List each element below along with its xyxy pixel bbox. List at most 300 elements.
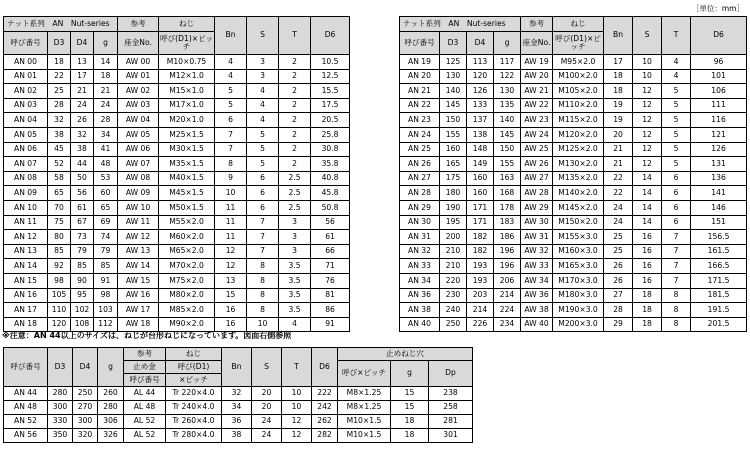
table-cell: M55×2.0: [159, 215, 215, 230]
table-cell: 178: [494, 200, 521, 215]
table-cell: 92: [48, 259, 71, 274]
table-cell: 350: [48, 429, 73, 443]
table-cell: M20×1.0: [159, 113, 215, 128]
table-row: [4, 273, 350, 288]
table-cell: 196: [494, 244, 521, 259]
table-cell: 3.5: [279, 259, 311, 274]
table-cell: 73: [71, 230, 94, 245]
table-cell: 113: [467, 55, 494, 70]
table-cell: 220: [440, 273, 467, 288]
table-row: [4, 288, 350, 303]
table-cell: AW 30: [521, 215, 553, 230]
col-header: D4: [73, 348, 98, 387]
table-cell: 6: [215, 113, 247, 128]
table-cell: AN 09: [4, 186, 48, 201]
table-cell: AN 44: [4, 387, 48, 401]
table-cell: AN 52: [4, 415, 48, 429]
table-cell: 8: [247, 259, 279, 274]
table-cell: 105: [48, 288, 71, 303]
table-cell: 12: [633, 142, 662, 157]
table-cell: 171: [467, 215, 494, 230]
table-cell: 2: [279, 127, 311, 142]
table-row: [400, 244, 747, 259]
table-cell: AN 26: [400, 157, 440, 172]
table-cell: 141: [691, 186, 747, 201]
table-cell: 3.5: [279, 273, 311, 288]
table-cell: 14: [633, 200, 662, 215]
table-cell: AN 31: [400, 230, 440, 245]
table-cell: AW 11: [118, 215, 159, 230]
table-cell: M8×1.25: [338, 387, 391, 401]
table-cell: 10: [633, 55, 662, 70]
table-cell: AW 04: [118, 113, 159, 128]
series-header: ナット系列 AN Nut-series: [4, 17, 118, 32]
table-cell: 22: [604, 171, 633, 186]
table-cell: 101: [691, 69, 747, 84]
table-cell: 14: [633, 171, 662, 186]
table-cell: 4: [215, 55, 247, 70]
table-cell: Tr 240×4.0: [166, 401, 222, 415]
table-cell: AN 04: [4, 113, 48, 128]
table-cell: AW 00: [118, 55, 159, 70]
ref-header: 参考: [118, 17, 159, 32]
table-cell: 16: [633, 259, 662, 274]
table-cell: AW 40: [521, 317, 553, 332]
table-cell: 6: [662, 200, 691, 215]
table-cell: 320: [73, 429, 98, 443]
table-cell: M130×2.0: [553, 157, 604, 172]
col-header: D4: [467, 32, 494, 55]
table-cell: 234: [494, 317, 521, 332]
table-cell: AN 07: [4, 157, 48, 172]
table-row: [400, 200, 747, 215]
table-cell: 2: [279, 69, 311, 84]
table-cell: AW 15: [118, 273, 159, 288]
table-cell: 301: [429, 429, 473, 443]
table-cell: 160: [467, 171, 494, 186]
table-cell: AL 52: [124, 415, 166, 429]
table-cell: 32: [222, 387, 252, 401]
table-row: [4, 84, 350, 99]
table-cell: 5: [662, 98, 691, 113]
table-cell: 19: [604, 113, 633, 128]
table-cell: M200×3.0: [553, 317, 604, 332]
table-cell: 7: [247, 230, 279, 245]
thread-header: ねじ: [553, 17, 604, 32]
table-cell: 34: [222, 401, 252, 415]
table-cell: 155: [494, 157, 521, 172]
table-cell: 19: [604, 98, 633, 113]
table-cell: 240: [440, 303, 467, 318]
table-cell: 270: [73, 401, 98, 415]
table-cell: 165: [440, 157, 467, 172]
table-cell: 193: [467, 273, 494, 288]
table-cell: 11: [215, 215, 247, 230]
table-cell: M35×1.5: [159, 157, 215, 172]
table-cell: M190×3.0: [553, 303, 604, 318]
table-cell: 161.5: [691, 244, 747, 259]
table-cell: 81: [311, 288, 350, 303]
table-cell: AW 26: [521, 157, 553, 172]
table-cell: 40.8: [311, 171, 350, 186]
table-row: [4, 142, 350, 157]
table-cell: 182: [467, 230, 494, 245]
table-cell: AW 38: [521, 303, 553, 318]
table-cell: 140: [494, 113, 521, 128]
table-cell: 45: [48, 142, 71, 157]
col-header: Bn: [604, 17, 633, 55]
table-cell: 145: [494, 127, 521, 142]
table-cell: AL 44: [124, 387, 166, 401]
table-cell: 10: [282, 387, 312, 401]
table-cell: 32: [48, 113, 71, 128]
table-cell: 203: [467, 288, 494, 303]
table-cell: 8: [247, 273, 279, 288]
table-cell: AN 38: [400, 303, 440, 318]
table-row: [4, 401, 473, 415]
table-cell: AN 03: [4, 98, 48, 113]
table-cell: 146: [691, 200, 747, 215]
col-header: g: [98, 348, 124, 387]
table-cell: 4: [215, 69, 247, 84]
table-cell: 18: [604, 84, 633, 99]
table-cell: M50×1.5: [159, 200, 215, 215]
table-cell: 4: [247, 113, 279, 128]
table-cell: 61: [71, 200, 94, 215]
table-cell: AN 18: [4, 317, 48, 332]
table-cell: 7: [215, 142, 247, 157]
table-cell: 52: [48, 157, 71, 172]
table-cell: M25×1.5: [159, 127, 215, 142]
col-header: D3: [440, 32, 467, 55]
table-cell: 4: [247, 84, 279, 99]
table-cell: M105×2.0: [553, 84, 604, 99]
table-cell: AN 05: [4, 127, 48, 142]
table-cell: 150: [494, 142, 521, 157]
table-cell: 148: [467, 142, 494, 157]
table-row: [400, 317, 747, 332]
table-cell: 28: [48, 98, 71, 113]
table-cell: 56: [311, 215, 350, 230]
table-cell: 131: [691, 157, 747, 172]
table-cell: M125×2.0: [553, 142, 604, 157]
table-row: [400, 186, 747, 201]
table-cell: 2: [279, 113, 311, 128]
table-cell: M17×1.0: [159, 98, 215, 113]
table-cell: 26: [71, 113, 94, 128]
table-cell: 14: [633, 186, 662, 201]
table-cell: AW 21: [521, 84, 553, 99]
table-cell: 15: [391, 387, 429, 401]
table-cell: AN 13: [4, 244, 48, 259]
table-cell: 6: [247, 186, 279, 201]
table-cell: AN 56: [4, 429, 48, 443]
col-header: D6: [691, 17, 747, 55]
table-cell: Tr 280×4.0: [166, 429, 222, 443]
thread-header: ねじ: [159, 17, 215, 32]
table-cell: 25.8: [311, 127, 350, 142]
table-cell: 38: [48, 127, 71, 142]
table-cell: M140×2.0: [553, 186, 604, 201]
table-cell: 8: [662, 317, 691, 332]
table-cell: AN 17: [4, 303, 48, 318]
table-cell: 16: [215, 303, 247, 318]
table-cell: M110×2.0: [553, 98, 604, 113]
table-cell: AN 33: [400, 259, 440, 274]
table-cell: AW 23: [521, 113, 553, 128]
table-cell: 79: [71, 244, 94, 259]
table-cell: 214: [467, 303, 494, 318]
table-cell: 79: [94, 244, 118, 259]
table-cell: 160: [440, 142, 467, 157]
table-row: [400, 259, 747, 274]
table-cell: 200: [440, 230, 467, 245]
table-cell: AW 27: [521, 171, 553, 186]
table-cell: 163: [494, 171, 521, 186]
table-cell: AN 25: [400, 142, 440, 157]
table-row: [4, 186, 350, 201]
table-cell: 171: [467, 200, 494, 215]
note-text: ※注意：AN 44以上のサイズは、ねじが台形ねじになっています。図面右側参照: [2, 331, 292, 340]
col-header: Dp: [429, 361, 473, 387]
table-cell: 12: [633, 98, 662, 113]
table-cell: 8: [662, 288, 691, 303]
table-cell: M70×2.0: [159, 259, 215, 274]
table-cell: AN 30: [400, 215, 440, 230]
table-cell: 168: [494, 186, 521, 201]
table-cell: M10×1.5: [338, 429, 391, 443]
table-cell: AW 32: [521, 244, 553, 259]
table-cell: AL 52: [124, 429, 166, 443]
table-cell: 2.5: [279, 186, 311, 201]
table-cell: 120: [467, 69, 494, 84]
table-row: [4, 157, 350, 172]
table-cell: M155×3.0: [553, 230, 604, 245]
table-cell: 48: [94, 157, 118, 172]
table-cell: 10: [215, 186, 247, 201]
table-cell: 262: [312, 415, 338, 429]
table-cell: 6: [247, 171, 279, 186]
table-cell: 136: [691, 171, 747, 186]
trapezoid-nut-table: [3, 347, 473, 443]
table-cell: M160×3.0: [553, 244, 604, 259]
table-cell: AW 28: [521, 186, 553, 201]
table-cell: 35.8: [311, 157, 350, 172]
table-cell: 32: [71, 127, 94, 142]
table-cell: 3: [279, 215, 311, 230]
table-cell: 7: [247, 244, 279, 259]
table-cell: 20: [252, 387, 282, 401]
table-cell: 20.5: [311, 113, 350, 128]
table-row: [4, 113, 350, 128]
table-cell: 65: [94, 200, 118, 215]
table-cell: 34: [94, 127, 118, 142]
table-cell: AN 24: [400, 127, 440, 142]
table-cell: 5: [662, 127, 691, 142]
col-header: 呼び×ピッチ: [338, 361, 391, 387]
table-cell: M170×3.0: [553, 273, 604, 288]
table-cell: 10: [633, 69, 662, 84]
table-cell: M150×2.0: [553, 215, 604, 230]
washer-no-header: 呼び番号: [124, 374, 166, 387]
table-cell: AN 01: [4, 69, 48, 84]
table-cell: 18: [48, 55, 71, 70]
table-cell: 260: [98, 387, 124, 401]
table-cell: 7: [662, 244, 691, 259]
table-cell: 258: [429, 401, 473, 415]
table-cell: 85: [71, 259, 94, 274]
table-cell: 12.5: [311, 69, 350, 84]
table-cell: M135×2.0: [553, 171, 604, 186]
table-row: [4, 244, 350, 259]
table-row: [4, 55, 350, 70]
table-row: [4, 127, 350, 142]
table-cell: 17: [71, 69, 94, 84]
col-header: 呼び(D1)×ピッチ: [553, 32, 604, 55]
table-cell: AW 34: [521, 273, 553, 288]
table-cell: 3: [279, 244, 311, 259]
table-cell: 282: [312, 429, 338, 443]
col-header: T: [662, 17, 691, 55]
table-cell: 12: [282, 429, 312, 443]
table-cell: 25: [604, 244, 633, 259]
table-cell: 151: [691, 215, 747, 230]
table-cell: 145: [440, 98, 467, 113]
table-cell: 2: [279, 98, 311, 113]
table-cell: 71: [311, 259, 350, 274]
thread-sub-header-2: ×ピッチ: [166, 374, 222, 387]
table-cell: 137: [467, 113, 494, 128]
table-cell: M12×1.0: [159, 69, 215, 84]
table-cell: 38: [222, 429, 252, 443]
table-cell: 2: [279, 55, 311, 70]
table-cell: 21: [604, 157, 633, 172]
table-cell: 16: [633, 230, 662, 245]
table-cell: 180: [440, 186, 467, 201]
table-cell: M10×0.75: [159, 55, 215, 70]
table-cell: 21: [71, 84, 94, 99]
table-cell: AN 14: [4, 259, 48, 274]
table-cell: M165×3.0: [553, 259, 604, 274]
table-cell: AW 33: [521, 259, 553, 274]
table-cell: AN 19: [400, 55, 440, 70]
table-cell: 17: [604, 55, 633, 70]
table-row: [400, 157, 747, 172]
table-cell: 85: [94, 259, 118, 274]
table-cell: 21: [94, 84, 118, 99]
table-cell: 106: [691, 84, 747, 99]
table-cell: 69: [94, 215, 118, 230]
table-cell: 10: [282, 401, 312, 415]
table-cell: 300: [73, 415, 98, 429]
table-cell: M180×3.0: [553, 288, 604, 303]
table-cell: 24: [604, 200, 633, 215]
table-cell: 224: [494, 303, 521, 318]
table-cell: AW 36: [521, 288, 553, 303]
table-cell: 8: [215, 157, 247, 172]
table-cell: AW 16: [118, 288, 159, 303]
col-header: D6: [312, 348, 338, 387]
table-cell: 11: [215, 200, 247, 215]
table-cell: AN 06: [4, 142, 48, 157]
table-cell: 171.5: [691, 273, 747, 288]
table-cell: 18: [633, 303, 662, 318]
table-row: [400, 303, 747, 318]
table-cell: AN 27: [400, 171, 440, 186]
table-cell: 95: [71, 288, 94, 303]
table-cell: AN 29: [400, 200, 440, 215]
table-cell: 61: [311, 230, 350, 245]
table-row: [400, 127, 747, 142]
table-cell: 250: [440, 317, 467, 332]
col-header: S: [252, 348, 282, 387]
table-cell: 67: [71, 215, 94, 230]
col-header: D6: [311, 17, 350, 55]
table-cell: 5: [247, 157, 279, 172]
table-cell: 191.5: [691, 303, 747, 318]
table-cell: AW 06: [118, 142, 159, 157]
col-header: D3: [48, 32, 71, 55]
table-cell: 12: [633, 127, 662, 142]
table-cell: AN 08: [4, 171, 48, 186]
table-cell: 18: [391, 429, 429, 443]
table-cell: 30.8: [311, 142, 350, 157]
table-cell: 26: [604, 273, 633, 288]
table-row: [4, 230, 350, 245]
table-row: [4, 259, 350, 274]
table-cell: 5: [215, 98, 247, 113]
table-cell: M30×1.5: [159, 142, 215, 157]
table-cell: M100×2.0: [553, 69, 604, 84]
table-cell: 8: [662, 303, 691, 318]
table-cell: 116: [691, 113, 747, 128]
table-cell: 183: [494, 215, 521, 230]
col-header: T: [279, 17, 311, 55]
table-cell: 201.5: [691, 317, 747, 332]
table-cell: 238: [429, 387, 473, 401]
col-header: D4: [71, 32, 94, 55]
table-cell: AW 10: [118, 200, 159, 215]
table-cell: 2: [279, 157, 311, 172]
table-cell: 126: [467, 84, 494, 99]
table-cell: 117: [494, 55, 521, 70]
table-cell: 2: [279, 84, 311, 99]
table-cell: 22: [48, 69, 71, 84]
table-cell: 15.5: [311, 84, 350, 99]
table-cell: AW 03: [118, 98, 159, 113]
table-cell: 222: [312, 387, 338, 401]
table-cell: 120: [48, 317, 71, 332]
table-cell: 50.8: [311, 200, 350, 215]
table-cell: 12: [215, 244, 247, 259]
col-header: Bn: [222, 348, 252, 387]
table-cell: AW 09: [118, 186, 159, 201]
col-header: g: [494, 32, 521, 55]
table-cell: 196: [494, 259, 521, 274]
table-cell: 214: [494, 288, 521, 303]
table-cell: 98: [48, 273, 71, 288]
table-cell: 149: [467, 157, 494, 172]
table-cell: 12: [215, 259, 247, 274]
col-header: 呼び番号: [4, 348, 48, 387]
table-cell: 9: [215, 171, 247, 186]
table-cell: 6: [247, 200, 279, 215]
table-cell: 175: [440, 171, 467, 186]
table-cell: 300: [48, 401, 73, 415]
table-cell: 15: [215, 288, 247, 303]
thread-header: ねじ: [166, 348, 222, 361]
thread-sub-header: 呼び(D1): [166, 361, 222, 374]
